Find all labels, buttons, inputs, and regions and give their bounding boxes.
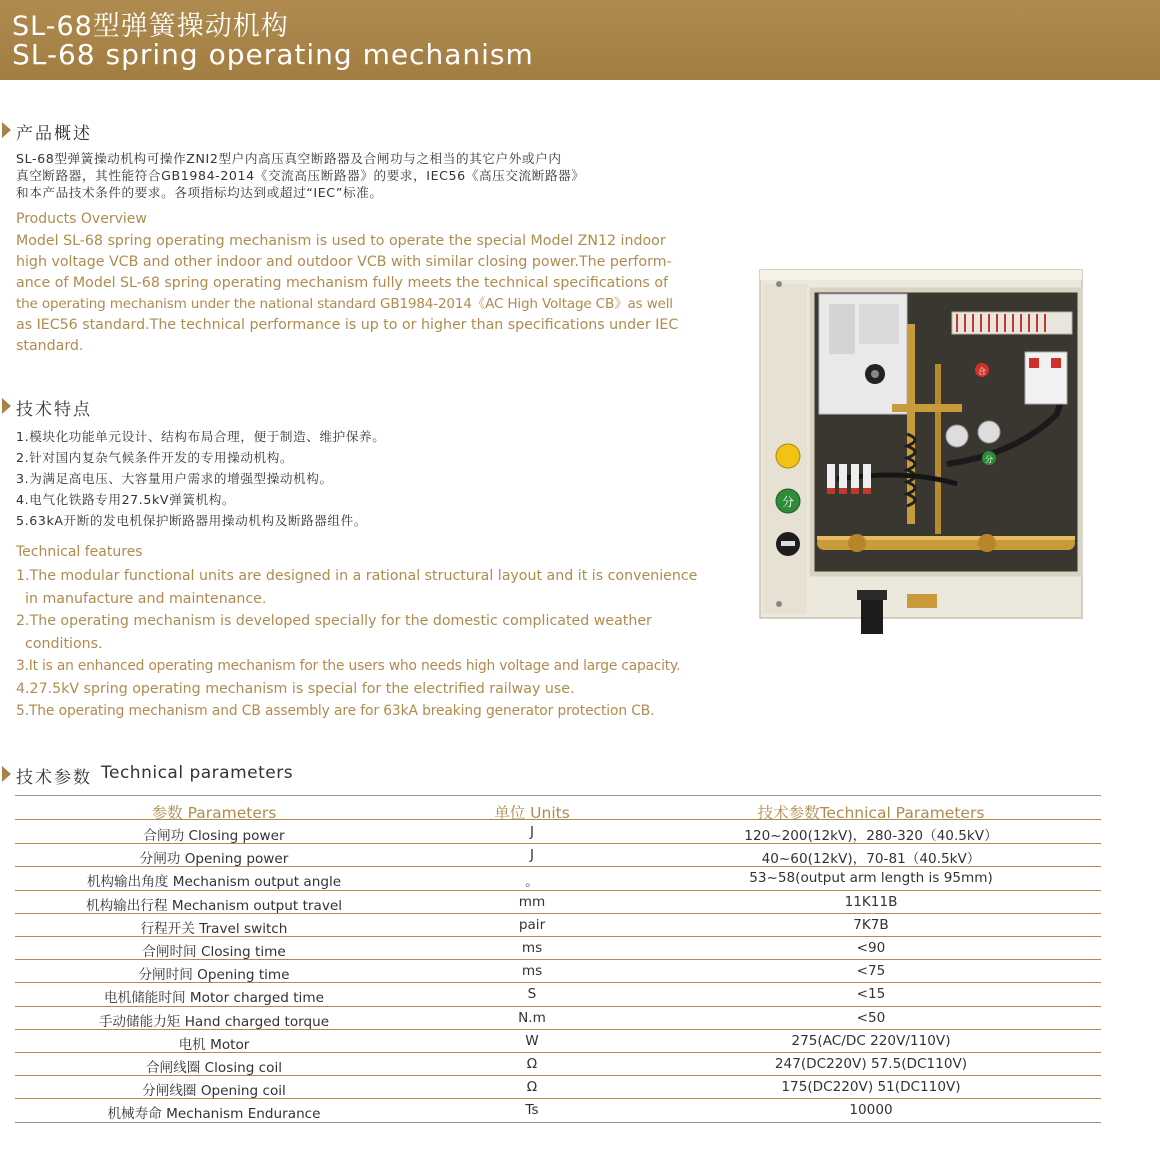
row-divider [15,890,1101,891]
param-name-cell: 手动储能力矩 Hand charged torque [98,1013,330,1030]
overview-title-en: Products Overview [16,211,147,227]
param-value-cell: 175(DC220V) 51(DC110V) [781,1079,961,1096]
param-unit-cell: J [529,847,534,864]
overview-en-line: as IEC56 standard.The technical performance is up to or higher than specifications under IEC [16,317,679,333]
param-unit-cell: ms [521,963,543,980]
param-unit-cell: W [525,1032,539,1049]
features-en-line: in manufacture and maintenance. [16,591,267,607]
param-name-cell: 电机 Motor [178,1036,250,1053]
param-name-cell: 机构输出角度 Mechanism output angle [86,874,342,891]
section-arrow-icon [2,122,11,138]
param-value-cell: 120~200(12kV)，280-320（40.5kV） [744,828,998,844]
param-unit-cell: N.m [518,1009,546,1026]
row-divider [15,1006,1101,1007]
photo-green-indicator-label: 分 [781,495,795,509]
table-top-rule [15,795,1101,796]
features-en-line: conditions. [16,636,103,652]
row-divider [15,982,1101,983]
table-header-parameters: 参数 Parameters [151,804,277,822]
overview-en-line: ance of Model SL-68 spring operating mechanism fully meets the technical specifications of [16,275,669,291]
features-cn-line: 2.针对国内复杂气候条件开发的专用操动机构。 [16,450,294,465]
row-divider [15,913,1101,914]
features-cn-line: 5.63kA开断的发电机保护断路器用操动机构及断路器组件。 [16,513,368,528]
table-header-units: 单位 Units [494,804,570,822]
overview-cn-line: SL-68型弹簧操动机构可操作ZNI2型户内高压真空断路器及合闸功与之相当的其它户外或户内 [16,151,562,166]
param-value-cell: <75 [856,963,886,980]
table-header-rule [15,819,1101,820]
overview-en-line: the operating mechanism under the national standard GB1984-2014《AC High Voltage CB》as well [16,296,673,312]
features-en-line: 1.The modular functional units are designed in a rational structural layout and it is convenience [16,568,698,584]
param-unit-cell: pair [518,916,546,933]
features-title-cn: 技术特点 [16,400,92,420]
param-name-cell: 电机储能时间 Motor charged time [104,990,324,1007]
row-divider [15,843,1101,844]
features-en-line: 3.It is an enhanced operating mechanism for the users who needs high voltage and large capacity. [16,658,681,674]
row-divider [15,866,1101,867]
param-value-cell: 7K7B [853,916,889,933]
param-name-cell: 合闸线圈 Closing coil [145,1060,283,1076]
param-name-cell: 分闸功 Opening power [139,851,289,868]
param-name-cell: 分闸时间 Opening time [138,967,290,984]
row-divider [15,1098,1101,1099]
param-value-cell: 247(DC220V) 57.5(DC110V) [774,1056,968,1072]
param-unit-cell: J [529,824,534,840]
header-title-cn: SL-68型弹簧操动机构 [12,11,289,42]
overview-en-line: standard. [16,338,84,354]
params-title-en: Technical parameters [101,763,294,783]
param-unit-cell: Ts [525,1102,539,1119]
param-unit-cell: S [527,986,537,1003]
features-en-line: 5.The operating mechanism and CB assembly are for 63kA breaking generator protection CB. [16,703,655,719]
param-unit-cell: 。 [525,874,539,891]
param-name-cell: 分闸线圈 Opening coil [142,1083,286,1100]
param-value-cell: 11K11B [844,893,898,910]
overview-en-line: Model SL-68 spring operating mechanism is used to operate the special Model ZN12 indoor [16,233,666,249]
features-title-en: Technical features [16,544,143,560]
param-name-cell: 机械寿命 Mechanism Endurance [107,1106,321,1123]
param-value-cell: <15 [856,986,886,1003]
table-header-technical: 技术参数Technical Parameters [757,804,985,822]
row-divider [15,1052,1101,1053]
param-value-cell: 10000 [849,1102,893,1119]
row-divider [15,1029,1101,1030]
param-unit-cell: Ω [526,1056,538,1072]
product-photo [757,264,1097,640]
param-unit-cell: ms [521,940,543,956]
features-cn-line: 1.模块化功能单元设计、结构布局合理，便于制造、维护保养。 [16,429,386,444]
section-arrow-icon [2,398,11,414]
overview-cn-line: 真空断路器，其性能符合GB1984-2014《交流高压断路器》的要求，IEC56《高压交流断路器》 [16,168,585,183]
overview-cn-line: 和本产品技术条件的要求。各项指标均达到或超过“IEC”标准。 [16,185,383,200]
features-en-line: 2.The operating mechanism is developed specially for the domestic complicated weather [16,613,652,629]
overview-en-line: high voltage VCB and other indoor and outdoor VCB with similar closing power.The perform- [16,254,672,270]
params-title-cn: 技术参数 [16,768,92,788]
param-value-cell: 275(AC/DC 220V/110V) [791,1032,951,1049]
row-divider [15,1075,1101,1076]
header-title-en: SL-68 spring operating mechanism [12,38,534,71]
param-unit-cell: mm [518,893,546,910]
features-en-line: 4.27.5kV spring operating mechanism is special for the electrified railway use. [16,681,575,697]
param-value-cell: 40~60(12kV)，70-81（40.5kV） [761,851,981,868]
row-divider [15,959,1101,960]
param-name-cell: 合闸时间 Closing time [142,944,286,960]
param-value-cell: <50 [856,1009,886,1026]
overview-title-cn: 产品概述 [16,124,92,144]
param-name-cell: 合闸功 Closing power [143,828,285,844]
table-bottom-rule [15,1122,1101,1123]
param-name-cell: 机构输出行程 Mechanism output travel [85,897,343,914]
param-name-cell: 行程开关 Travel switch [140,920,288,937]
photo-small-label-a: 合 [978,367,986,376]
row-divider [15,936,1101,937]
page-header [0,0,1160,80]
param-value-cell: <90 [856,940,886,956]
param-value-cell: 53~58(output arm length is 95mm) [749,870,993,887]
param-unit-cell: Ω [526,1079,538,1096]
section-arrow-icon [2,766,11,782]
photo-small-label-b: 分 [985,455,993,464]
features-cn-line: 3.为满足高电压、大容量用户需求的增强型操动机构。 [16,471,333,486]
features-cn-line: 4.电气化铁路专用27.5kV弹簧机构。 [16,492,236,507]
